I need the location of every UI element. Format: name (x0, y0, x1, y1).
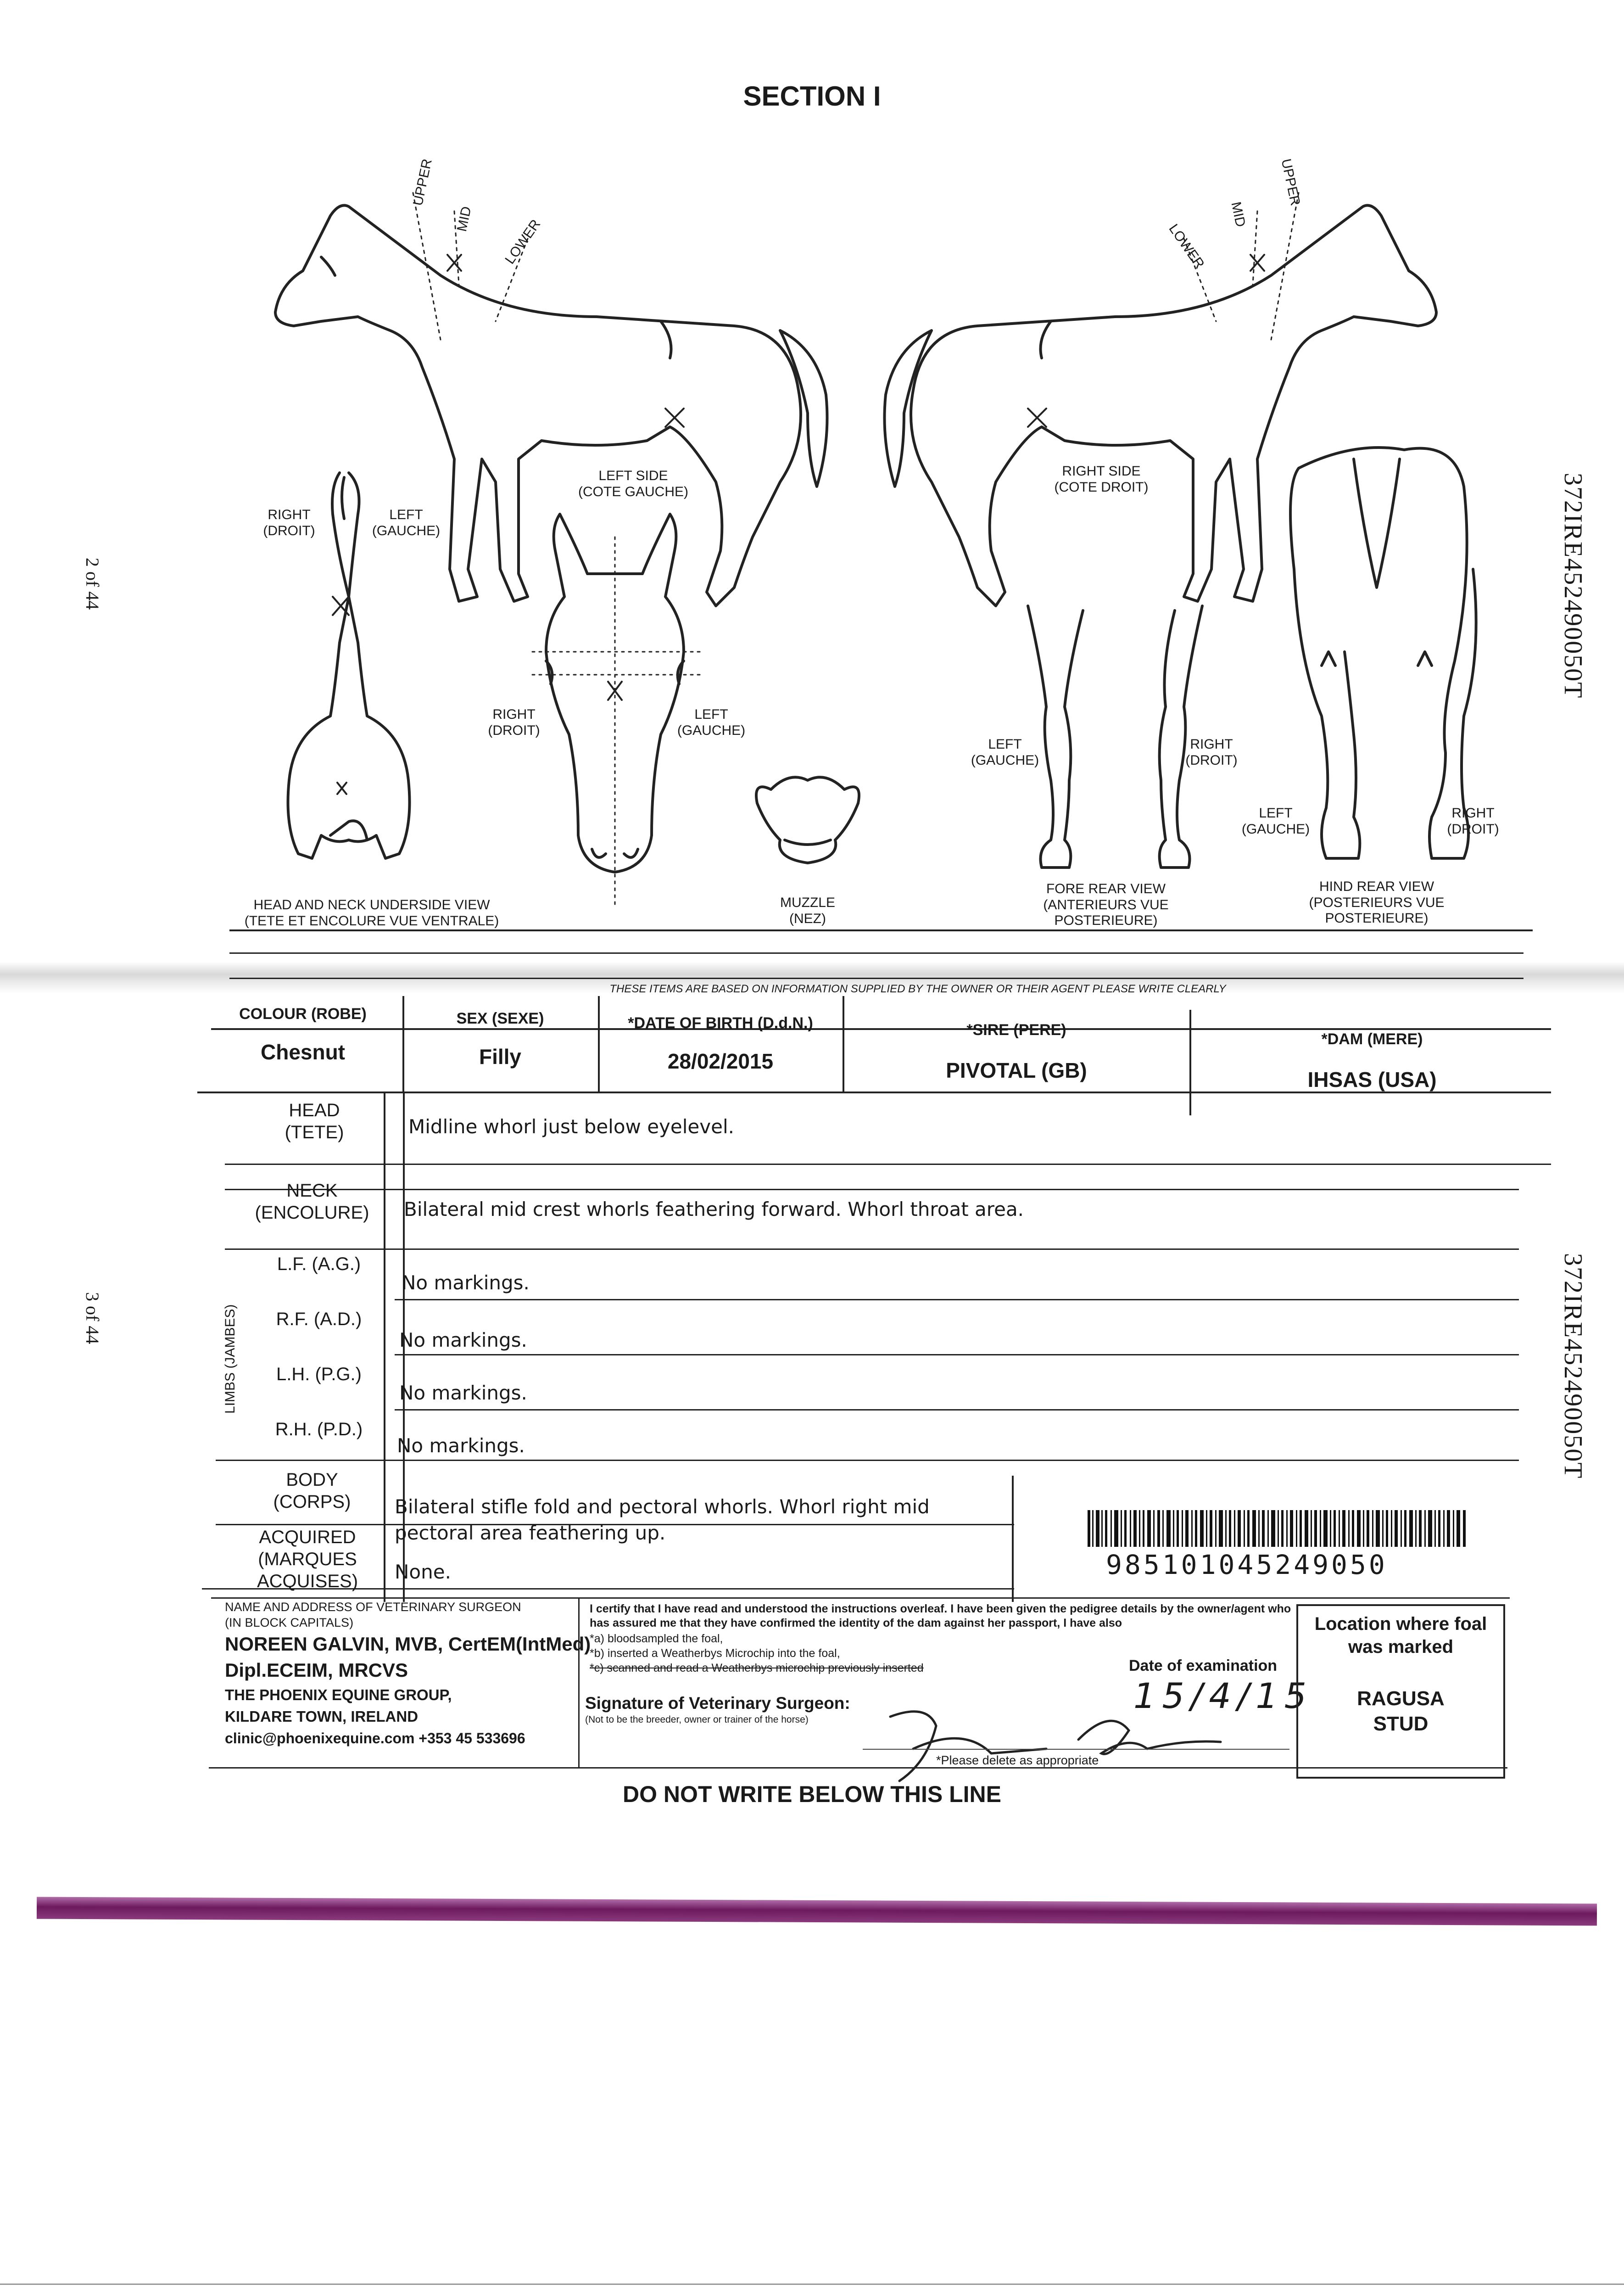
dob-label: *DATE OF BIRTH (D.d.N.) (628, 1014, 813, 1032)
page-number-top: 2 of 44 (82, 558, 103, 610)
vet-address-2: KILDARE TOWN, IRELAND (225, 1708, 419, 1725)
sex-label: SEX (SEXE) (456, 1010, 544, 1027)
certification-text: I certify that I have read and understood the instructions overleaf. I have been given the pedigree details by the owner/agent who has assured me that they have confirmed the identity of the dam against her passport, I have also (590, 1602, 1291, 1630)
dam-value: IHSAS (USA) (1307, 1068, 1437, 1092)
horse-marking-diagrams (0, 0, 1624, 964)
vet-name-line2: Dipl.ECEIM, MRCVS (225, 1659, 408, 1681)
row-rule (216, 1460, 1519, 1461)
vet-contact: clinic@phoenixequine.com +353 45 533696 (225, 1730, 525, 1746)
signature-label: Signature of Veterinary Surgeon: (585, 1694, 850, 1713)
hind-right-label: RIGHT (DROIT) (1447, 806, 1499, 837)
neck-row-label: NECK (ENCOLURE) (255, 1181, 369, 1223)
head-row-value: Midline whorl just below eyelevel. (408, 1115, 734, 1138)
rh-row-label: R.H. (P.D.) (275, 1419, 363, 1439)
divider-line (229, 929, 1533, 931)
lh-row-value: No markings. (399, 1382, 527, 1404)
divider-line (229, 952, 1524, 954)
side-id-bottom: 372IRE452490050T (1559, 1253, 1587, 1479)
vet-address-1: THE PHOENIX EQUINE GROUP, (225, 1686, 452, 1703)
rf-row-label: R.F. (A.D.) (276, 1309, 362, 1329)
dob-value: 28/02/2015 (667, 1049, 774, 1073)
fore-right-label: RIGHT (DROIT) (1185, 737, 1238, 768)
lh-row-label: L.H. (P.G.) (276, 1364, 362, 1384)
mid-label-right: MID (1228, 200, 1249, 229)
certification-c: *c) scanned and read a Weatherbys microchip previously inserted (590, 1662, 924, 1674)
lower-label-left: LOWER (502, 217, 544, 267)
table-rule (384, 1092, 385, 1602)
body-row-value: Bilateral stifle fold and pectoral whorls. Whorl right mid pectoral area feathering up. (395, 1495, 930, 1544)
signature-note: (Not to be the breeder, owner or trainer of the horse) (585, 1714, 809, 1725)
upper-label-right: UPPER (1278, 157, 1303, 207)
fore-rear-view-outline (1028, 606, 1202, 868)
mid-label-left: MID (454, 205, 474, 233)
right-side-horse-outline (885, 193, 1437, 606)
table-rule (1189, 1010, 1191, 1115)
hind-left-label: LEFT (GAUCHE) (1241, 806, 1310, 837)
row-rule (395, 1409, 1519, 1411)
underside-left-label: LEFT (GAUCHE) (372, 507, 441, 538)
divider-line (229, 978, 1524, 979)
muzzle-outline (756, 777, 859, 863)
sire-label: *SIRE (PERE) (966, 1021, 1066, 1039)
scan-bottom-edge (0, 2284, 1624, 2285)
section-title: SECTION I (743, 81, 881, 112)
underside-right-label: RIGHT (DROIT) (263, 507, 315, 538)
scan-edge-band (37, 1897, 1597, 1926)
fore-rear-caption: FORE REAR VIEW (ANTERIEURS VUE POSTERIEURE) (1043, 881, 1169, 928)
exam-date-value: 15/4/15 (1133, 1675, 1313, 1716)
row-rule (395, 1299, 1519, 1300)
body-row-label: BODY (CORPS) (273, 1470, 351, 1512)
signature-line (863, 1749, 1289, 1750)
certification-b: *b) inserted a Weatherbys Microchip into the foal, (590, 1647, 840, 1660)
left-side-horse-outline (275, 193, 827, 606)
table-rule (843, 996, 844, 1092)
neck-row-value: Bilateral mid crest whorls feathering forward. Whorl throat area. (404, 1198, 1024, 1220)
microchip-barcode (1088, 1510, 1468, 1547)
delete-note: *Please delete as appropriate (936, 1753, 1099, 1767)
acquired-row-value: None. (395, 1561, 451, 1583)
sex-value: Filly (479, 1045, 522, 1069)
vet-name-label: NAME AND ADDRESS OF VETERINARY SURGEON (IN BLOCK CAPITALS) (225, 1600, 521, 1629)
certification-a: *a) bloodsampled the foal, (590, 1632, 723, 1645)
colour-value: Chesnut (261, 1040, 345, 1064)
do-not-write-note: DO NOT WRITE BELOW THIS LINE (623, 1781, 1001, 1807)
hind-rear-view-outline (1290, 448, 1476, 858)
vet-name-line1: NOREEN GALVIN, MVB, CertEM(IntMed) (225, 1633, 591, 1655)
table-rule (1012, 1476, 1014, 1602)
row-rule (225, 1189, 1519, 1190)
rf-row-value: No markings. (399, 1329, 527, 1351)
acquired-row-label: ACQUIRED (MARQUES ACQUISES) (257, 1527, 358, 1591)
head-left-label: LEFT (GAUCHE) (677, 707, 746, 738)
owner-notice: THESE ITEMS ARE BASED ON INFORMATION SUPPLIED BY THE OWNER OR THEIR AGENT PLEASE WRITE CLEARLY (609, 983, 1226, 995)
row-rule (395, 1354, 1519, 1355)
page-number-bottom: 3 of 44 (82, 1292, 103, 1344)
vet-rule (211, 1597, 1510, 1599)
lower-label-right: LOWER (1166, 221, 1207, 272)
fore-left-label: LEFT (GAUCHE) (971, 737, 1039, 768)
hind-rear-caption: HIND REAR VIEW (POSTERIEURS VUE POSTERIEURE) (1309, 879, 1445, 926)
vet-rule (578, 1597, 580, 1767)
head-row-label: HEAD (TETE) (285, 1100, 344, 1142)
table-rule (402, 996, 404, 1092)
limbs-label: LIMBS (JAMBES) (223, 1304, 238, 1414)
table-rule (598, 996, 600, 1092)
location-box (1296, 1604, 1505, 1779)
left-side-label: LEFT SIDE (COTE GAUCHE) (578, 468, 688, 499)
upper-label-left: UPPER (410, 157, 435, 207)
lf-row-label: L.F. (A.G.) (277, 1254, 361, 1274)
underside-view-caption: HEAD AND NECK UNDERSIDE VIEW (TETE ET ENCOLURE VUE VENTRALE) (244, 897, 499, 929)
row-rule (225, 1248, 1519, 1250)
colour-label: COLOUR (ROBE) (239, 1005, 367, 1023)
dam-label: *DAM (MERE) (1321, 1030, 1423, 1048)
location-label: Location where foal was marked (1314, 1614, 1487, 1657)
row-rule (225, 1164, 1551, 1165)
microchip-number: 985101045249050 (1106, 1549, 1388, 1580)
right-side-label: RIGHT SIDE (COTE DROIT) (1054, 464, 1149, 495)
side-id-top: 372IRE452490050T (1559, 473, 1587, 699)
vet-signature (872, 1698, 1285, 1790)
head-right-label: RIGHT (DROIT) (488, 707, 540, 738)
exam-date-label: Date of examination (1129, 1657, 1278, 1674)
muzzle-caption: MUZZLE (NEZ) (780, 895, 835, 926)
location-value: RAGUSA STUD (1357, 1687, 1445, 1735)
rh-row-value: No markings. (397, 1434, 525, 1457)
lf-row-value: No markings. (402, 1271, 530, 1294)
sire-value: PIVOTAL (GB) (946, 1058, 1087, 1082)
